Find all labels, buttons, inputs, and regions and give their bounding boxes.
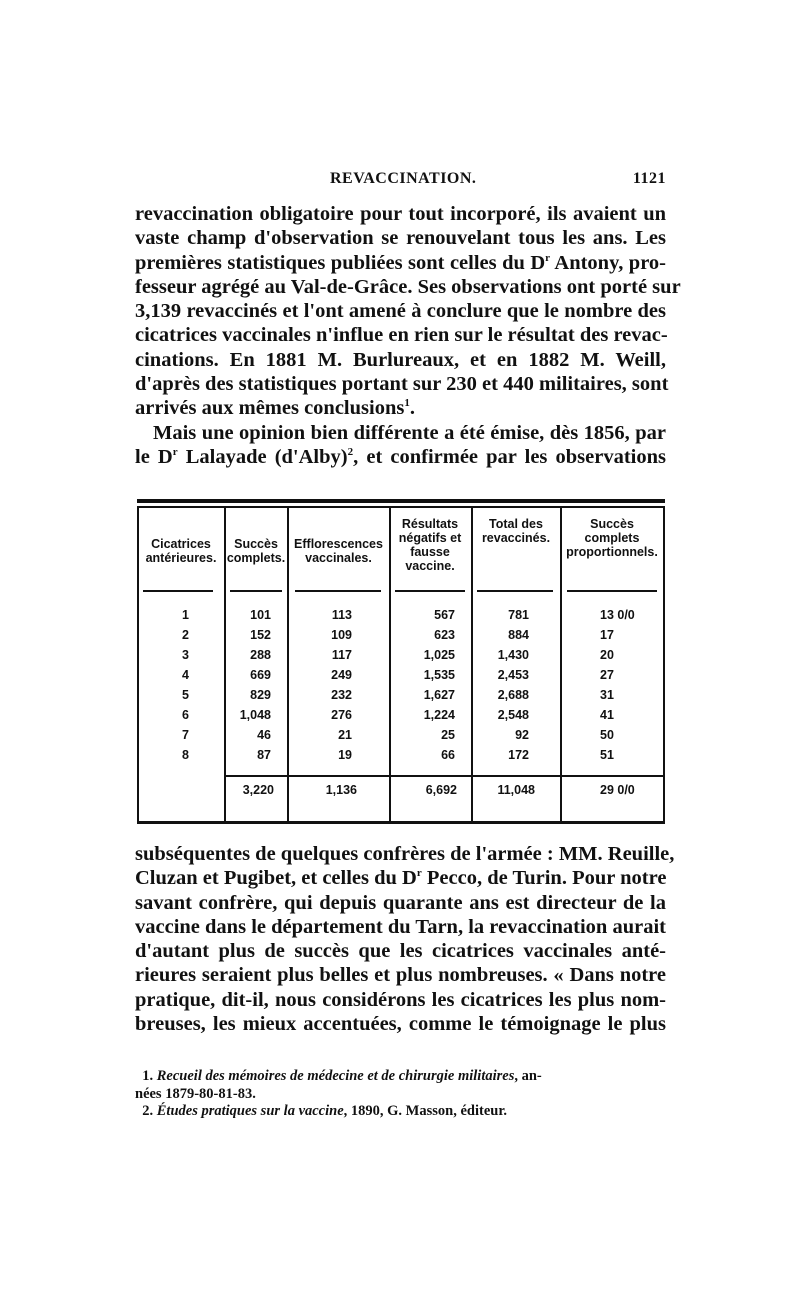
text-line: revaccination obligatoire pour tout incorporé, ils avaient un: [135, 203, 666, 225]
table-cell: 51: [600, 748, 614, 762]
header-rule: [143, 590, 213, 592]
text-line: rieures seraient plus belles et plus nombreuses. « Dans notre: [135, 964, 666, 987]
table-cell: 232: [331, 688, 352, 702]
table-cell: 1,025: [423, 648, 455, 662]
table-cell: 2,453: [497, 668, 529, 682]
footnote-1-cont: nées 1879-80-81-83.: [135, 1085, 256, 1102]
footnotes: [135, 1068, 666, 1121]
table-cell: 31: [600, 688, 614, 702]
text-line: d'après des statistiques portant sur 230 et 440 militaires, sont: [135, 373, 669, 396]
table-cell: 249: [331, 668, 352, 682]
text-line: vaccine dans le département du Tarn, la revaccination aurait: [135, 915, 666, 938]
table-cell: 1,224: [423, 708, 455, 722]
header-rule: [567, 590, 657, 592]
table-cell: 3: [182, 648, 189, 662]
table-cell: 1: [182, 608, 189, 622]
running-title: REVACCINATION.: [330, 170, 477, 187]
table-cell: 92: [515, 728, 529, 742]
table-cell: 2,548: [497, 708, 529, 722]
text-line: savant confrère, qui depuis quarante ans est directeur de la: [135, 891, 666, 914]
column-header: Efflorescences vaccinales.: [294, 537, 383, 565]
table-cell: 117: [331, 648, 352, 662]
table-cell: 276: [331, 708, 352, 722]
table-cell: 7: [182, 728, 189, 742]
table-cell: 21: [338, 728, 352, 742]
text-line: subséquentes de quelques confrères de l'armée : MM. Reuille,: [135, 843, 675, 865]
table-cell: 19: [338, 748, 352, 762]
total-cell: 1,136: [325, 783, 357, 797]
table-cell: 6: [182, 708, 189, 722]
table-cell: 25: [441, 728, 455, 742]
table-top-rule: [137, 506, 665, 508]
table-cell: 829: [250, 688, 271, 702]
table-cell: 101: [250, 608, 271, 622]
table-cell: 669: [250, 668, 271, 682]
column-rule: [663, 506, 665, 824]
text-line: d'autant plus de succès que les cicatrices vaccinales anté-: [135, 940, 666, 963]
paragraph-2: [135, 842, 675, 1036]
header-rule: [295, 590, 381, 592]
table-cell: 567: [434, 608, 455, 622]
header-rule: [395, 590, 465, 592]
table-cell: 1,627: [423, 688, 455, 702]
table-cell: 27: [600, 668, 614, 682]
column-header: Cicatrices antérieures.: [145, 537, 217, 565]
table-cell: 1,430: [497, 648, 529, 662]
text-line: fesseur agrégé au Val-de-Grâce. Ses observations ont porté sur: [135, 275, 681, 298]
total-cell: 3,220: [242, 783, 274, 797]
table-cell: 50: [600, 728, 614, 742]
column-header: Résultats négatifs et fausse vaccine.: [398, 517, 462, 573]
table-cell: 5: [182, 688, 189, 702]
table-cell: 113: [331, 608, 352, 622]
totals-rule: [225, 775, 663, 777]
table-cell: 2: [182, 628, 189, 642]
text-line: arrivés aux mêmes conclusions$^1$.: [135, 397, 415, 420]
table-cell: 13 0/0: [600, 608, 635, 622]
header-rule: [477, 590, 553, 592]
paragraph-1: [135, 202, 681, 469]
total-cell: 11,048: [497, 783, 535, 797]
text-line: vaste champ d'observation se renouvelant tous les ans. Les: [135, 227, 666, 250]
text-line: Mais une opinion bien différente a été émise, dès 1856, par: [153, 421, 666, 444]
total-cell: 6,692: [425, 783, 457, 797]
text-line: breuses, les mieux accentuées, comme le témoignage le plus: [135, 1013, 666, 1036]
table-cell: 152: [250, 628, 271, 642]
table-cell: 8: [182, 748, 189, 762]
text-line: le $D^r$ Lalayade (d'Alby)$^2$, et confirmée par les observations: [135, 445, 666, 468]
column-header: Total des revaccinés.: [481, 517, 551, 545]
text-line: premières statistiques publiées sont celles du $D^r$ Antony, pro-: [135, 251, 666, 274]
table-cell: 20: [600, 648, 614, 662]
column-header: Succès complets proportionnels.: [566, 517, 658, 559]
table-cell: 781: [508, 608, 529, 622]
table-cell: 1,535: [423, 668, 455, 682]
table-cell: 2,688: [497, 688, 529, 702]
text-line: cicatrices vaccinales n'influe en rien sur le résultat des revac-: [135, 324, 668, 347]
running-head: [135, 170, 666, 192]
header-rule: [230, 590, 282, 592]
revaccination-table: [137, 499, 665, 824]
table-cell: 884: [508, 628, 529, 642]
table-cell: 109: [331, 628, 352, 642]
footnote-2: 2. Études pratiques sur la vaccine, 1890, G. Masson, éditeur.: [142, 1103, 508, 1119]
text-line: pratique, dit-il, nous considérons les cicatrices les plus nom-: [135, 988, 666, 1011]
footnote-1: 1. Recueil des mémoires de médecine et de chirurgie militaires, an-: [142, 1068, 542, 1084]
table-bottom-rule: [137, 821, 665, 824]
total-cell: 29 0/0: [600, 783, 635, 797]
text-line: cinations. En 1881 M. Burlureaux, et en 1882 M. Weill,: [135, 348, 666, 371]
table-cell: 66: [441, 748, 455, 762]
text-line: 3,139 revaccinés et l'ont amené à conclure que le nombre des: [135, 300, 666, 323]
table-cell: 4: [182, 668, 189, 682]
table-cell: 623: [434, 628, 455, 642]
table-top-rule: [137, 499, 665, 503]
table-cell: 87: [257, 748, 271, 762]
column-header: Succès complets.: [226, 537, 286, 565]
text-line: Cluzan et Pugibet, et celles du $D^r$ Pecco, de Turin. Pour notre: [135, 867, 667, 890]
page-number: 1121: [632, 170, 666, 187]
table-cell: 172: [508, 748, 529, 762]
table-cell: 1,048: [239, 708, 271, 722]
table-cell: 46: [257, 728, 271, 742]
table-cell: 41: [600, 708, 614, 722]
table-cell: 17: [600, 628, 614, 642]
table-cell: 288: [250, 648, 271, 662]
